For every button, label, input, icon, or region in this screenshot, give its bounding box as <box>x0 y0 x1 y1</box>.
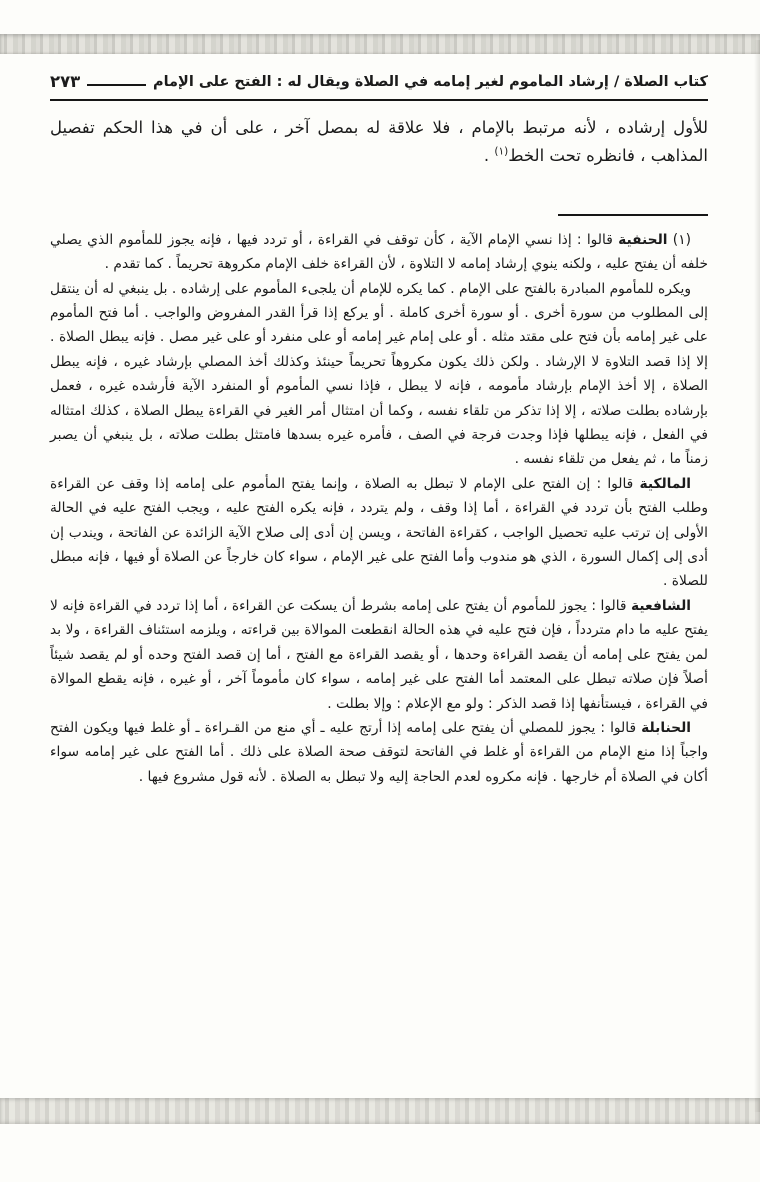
page-content <box>50 72 708 789</box>
scan-texture-bottom <box>0 1098 760 1124</box>
scan-texture-right-edge <box>754 40 760 1112</box>
scan-texture-top <box>0 34 760 54</box>
page-number: ٢٧٣ <box>50 72 81 91</box>
footnote-text: قالوا : يجوز للمأموم أن يفتح على إمامه بشرط أن يسكت عن القراءة ، أما إذا تردد في القراءة فإنه لا يفتح عليه ما دام متردداً ، فإن فتح عليه في هذه الحالة انقطعت الموالاة بين قراءته ، ويلزمه استئناف القراءة ، ولا بد لمن يفتح على إمامه أن يقصد القراءة وحدها ، أو يقصد القراءة مع الفتح ، أما إن قصد الفتح وحده أو لم يقصد شيئاً أصلاً فإن صلاته تبطل على المعتمد أما الفتح على غير إمامه ، سواء كان مأموماً آخر ، أو غيره ، فإنه يقطع الموالاة في القراءة ، فيستأنفها إذا قصد الذكر : ولو مع الإعلام : وإلا بطلت . <box>50 597 708 712</box>
header-title: كتاب الصلاة / إرشاد المأموم لغير إمامه في الصلاة ويقال له : الفتح على الإمام <box>152 73 708 90</box>
footnote-marker: (١) <box>667 231 691 248</box>
footnote-text: ويكره للمأموم المبادرة بالفتح على الإمام . كما يكره للإمام أن يلجىء المأموم على إرشاده . بل ينبغي له أن ينتقل إلى المطلوب من سورة أخرى . أو سورة أخرى كاملة . أو يركع إذا قرأ القدر المفروض والواجب . أما فتح المأموم على غير إمامه بأن فتح على مقتد مثله . أو على إمام غير إمامه أو على منفرد أو على غير مصل . فإنه يبطل الصلاة . إلا إذا قصد التلاوة لا الإرشاد . ولكن ذلك يكون مكروهاً تحريماً حينئذ وكذلك أخذ المصلي بإرشاد غيره ، فإنه يبطل الصلاة ، إلا أخذ الإمام بإرشاد مأمومه ، فإنه لا يبطل ، فإذا نسي المأموم أو المنفرد الآية فأرشده غيره ، فعمل بإرشاده بطلت صلاته ، إلا إذا تذكر من تلقاء نفسه ، وكما أن امتثال أمر الغير في القراءة يبطل الصلاة ، كذلك امتثاله في الفعل ، فإنه يبطلها فإذا وجدت فرجة في الصف ، فأمره غيره بسدها فامتثل بطلت صلاته ، بل ينبغي أن يصبر زمناً ما ، ثم يفعل من تلقاء نفسه . <box>50 280 708 468</box>
footnote-paragraph-shafiiyya <box>50 594 708 716</box>
madhhab-label-malikiyya: المالكية <box>639 475 691 492</box>
footnote-paragraph-hanabila <box>50 716 708 789</box>
madhhab-label-hanafiyya: الحنفية <box>618 231 668 248</box>
madhhab-label-shafiiyya: الشافعية <box>631 597 691 614</box>
footnote-paragraph-malikiyya <box>50 472 708 594</box>
body-paragraph-tail: . <box>483 145 495 165</box>
body-paragraph <box>50 114 708 170</box>
footnote-text: قالوا : إن الفتح على الإمام لا تبطل به الصلاة ، وإنما يفتح المأموم على إمامه إذا وقف عن القراءة وطلب الفتح بأن تردد في القراءة ، أما إذا وقف ، ولم يتردد ، فإنه يكره الفتح عليه ، ويجب الفتح عليه في الحالة الأولى إن ترتب عليه تحصيل الواجب ، كقراءة الفاتحة ، ويسن إن أدى إلى صلاح الآية الزائدة عن الفاتحة ، ويندب إن أدى إلى إكمال السورة ، الذي هو مندوب وأما الفتح على غير الإمام ، سواء كان خارجاً عن الصلاة أو فيها ، فإنه مبطل للصلاة . <box>50 475 708 590</box>
footnote-separator <box>558 214 708 216</box>
madhhab-label-hanabila: الحنابلة <box>641 719 691 736</box>
footnote-text: قالوا : يجوز للمصلي أن يفتح على إمامه إذا أرتج عليه ـ أي منع من القـراءة ـ أو غلط فيها ويكون الفتح واجباً إذا منع الإمام من القراءة أو غلط في الفاتحة لتوقف صحة الصلاة على ذلك . أما الفتح على غير إمامه سواء أكان في الصلاة أم خارجها . فإنه مكروه لعدم الحاجة إليه ولا تبطل به الصلاة . لأنه قول مشروع فيها . <box>50 719 708 785</box>
body-text <box>50 114 708 170</box>
body-paragraph-text: للأول إرشاده ، لأنه مرتبط بالإمام ، فلا علاقة له بمصل آخر ، على أن في هذا الحكم تفصيل المذاهب ، فانظره تحت الخط <box>50 117 708 165</box>
footnote-reference: (١) <box>494 145 509 158</box>
footnote-paragraph-hanafiyya <box>50 228 708 277</box>
footnote-section <box>50 228 708 789</box>
footnote-paragraph-continuation <box>50 277 708 472</box>
page-header <box>50 72 708 101</box>
header-underline <box>50 99 708 101</box>
header-rule-filler <box>87 84 146 87</box>
footnote-text: قالوا : إذا نسي الإمام الآية ، كأن توقف في القراءة ، أو تردد فيها ، فإنه يجوز للمأموم الذي يصلي خلفه أن يفتح عليه ، ولكنه ينوي إرشاد إمامه لا التلاوة ، لأن القراءة خلف الإمام مكروهة تحريماً . كما تقدم . <box>50 231 708 273</box>
